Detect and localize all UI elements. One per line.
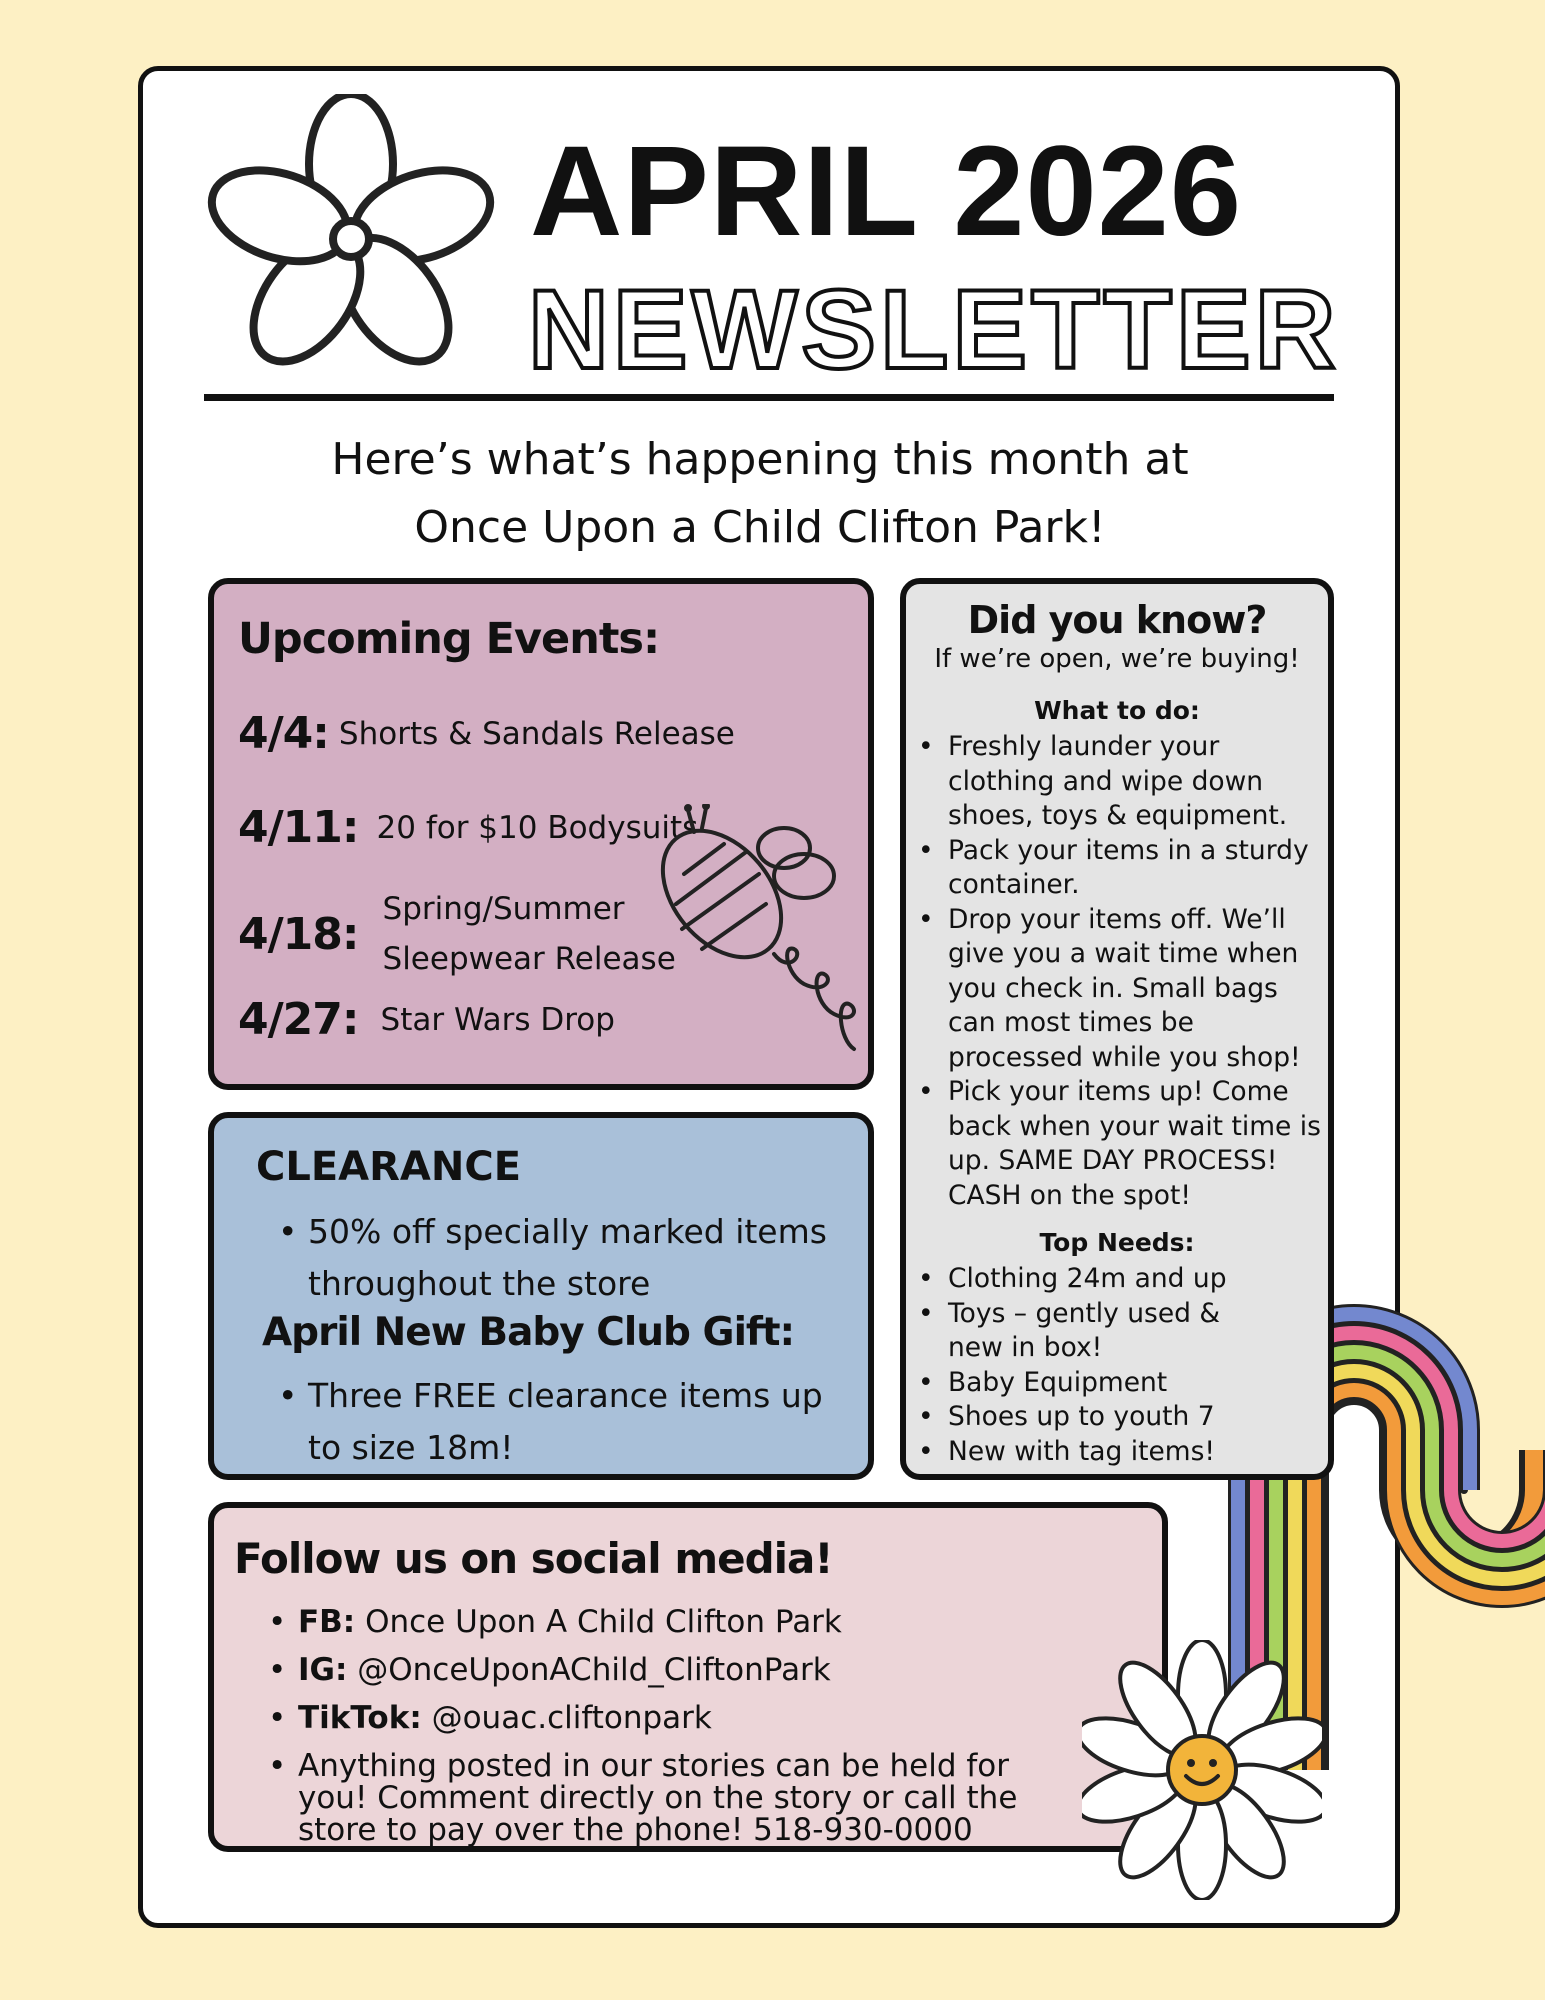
intro-text [230, 426, 1290, 562]
event-text: Star Wars Drop [380, 1001, 615, 1038]
list-item: • 50% off specially marked items throughout the store [308, 1206, 848, 1310]
baby-club-list [308, 1370, 848, 1474]
clearance-heading: CLEARANCE [256, 1144, 522, 1190]
events-heading: Upcoming Events: [238, 614, 660, 664]
event-row [238, 708, 735, 759]
event-text: 20 for $10 Bodysuits [376, 809, 699, 846]
social-value: Once Upon A Child Clifton Park [365, 1604, 842, 1640]
social-value: @OnceUponAChild_CliftonPark [357, 1652, 831, 1688]
what-to-do-heading: What to do: [1034, 696, 1200, 725]
social-note: • Anything posted in our stories can be held for you! Comment directly on the story or call the store to pay over the phone! 518-930-0000 [298, 1750, 1118, 1846]
event-date: 4/4: [238, 708, 329, 759]
social-item-fb [298, 1598, 1118, 1646]
social-label: IG: [298, 1652, 348, 1688]
clearance-panel [208, 1112, 874, 1480]
bee-icon [654, 804, 864, 1074]
did-you-know-subheading: If we’re open, we’re buying! [934, 644, 1300, 674]
event-row [238, 884, 676, 984]
social-item-ig [298, 1646, 1118, 1694]
list-item: • Baby Equipment [948, 1366, 1328, 1401]
social-heading: Follow us on social media! [234, 1534, 833, 1583]
did-you-know-heading: Did you know? [967, 598, 1267, 642]
event-text-line-2: Sleepwear Release [382, 941, 676, 977]
event-date: 4/11: [238, 802, 359, 853]
header-divider [204, 394, 1334, 401]
list-item: • Clothing 24m and up [948, 1262, 1328, 1297]
smiley-daisy-icon [1082, 1640, 1322, 1900]
list-item: • Three FREE clearance items up to size 18m! [308, 1370, 848, 1474]
list-item: • New with tag items! [948, 1435, 1328, 1470]
event-text: Shorts & Sandals Release [338, 715, 735, 752]
list-item: • Toys – gently used & new in box! [948, 1297, 1328, 1366]
event-date: 4/18: [238, 908, 359, 960]
what-to-do-list [948, 730, 1328, 1213]
clearance-list [308, 1206, 848, 1310]
social-value: @ouac.cliftonpark [431, 1700, 712, 1736]
social-label: TikTok: [298, 1700, 422, 1736]
social-list [298, 1598, 1118, 1846]
flower-outline-icon [206, 94, 496, 384]
intro-line-2: Once Upon a Child Clifton Park! [414, 502, 1106, 553]
did-you-know-panel [900, 578, 1334, 1480]
event-text-line-1: Spring/Summer [382, 891, 625, 927]
list-item: • Drop your items off. We’ll give you a wait time when you check in. Small bags can most times be processed while you shop! [948, 903, 1328, 1076]
event-date: 4/27: [238, 994, 359, 1045]
baby-club-heading: April New Baby Club Gift: [262, 1310, 795, 1355]
top-needs-heading: Top Needs: [1039, 1228, 1195, 1257]
social-media-panel [208, 1502, 1168, 1852]
list-item: • Pick your items up! Come back when your wait time is up. SAME DAY PROCESS! CASH on the spot! [948, 1075, 1328, 1213]
event-row [238, 802, 698, 853]
list-item: • Shoes up to youth 7 [948, 1400, 1328, 1435]
event-row [238, 994, 615, 1045]
title-month: APRIL 2026 [530, 120, 1242, 263]
intro-line-1: Here’s what’s happening this month at [331, 434, 1189, 485]
list-item: • Freshly launder your clothing and wipe down shoes, toys & equipment. [948, 730, 1328, 834]
upcoming-events-panel [208, 578, 874, 1090]
list-item: • Pack your items in a sturdy container. [948, 834, 1328, 903]
social-item-tiktok [298, 1694, 1118, 1742]
top-needs-list [948, 1262, 1328, 1469]
event-text [383, 884, 676, 984]
social-label: FB: [298, 1604, 356, 1640]
title-newsletter: NEWSLETTER [528, 267, 1340, 392]
